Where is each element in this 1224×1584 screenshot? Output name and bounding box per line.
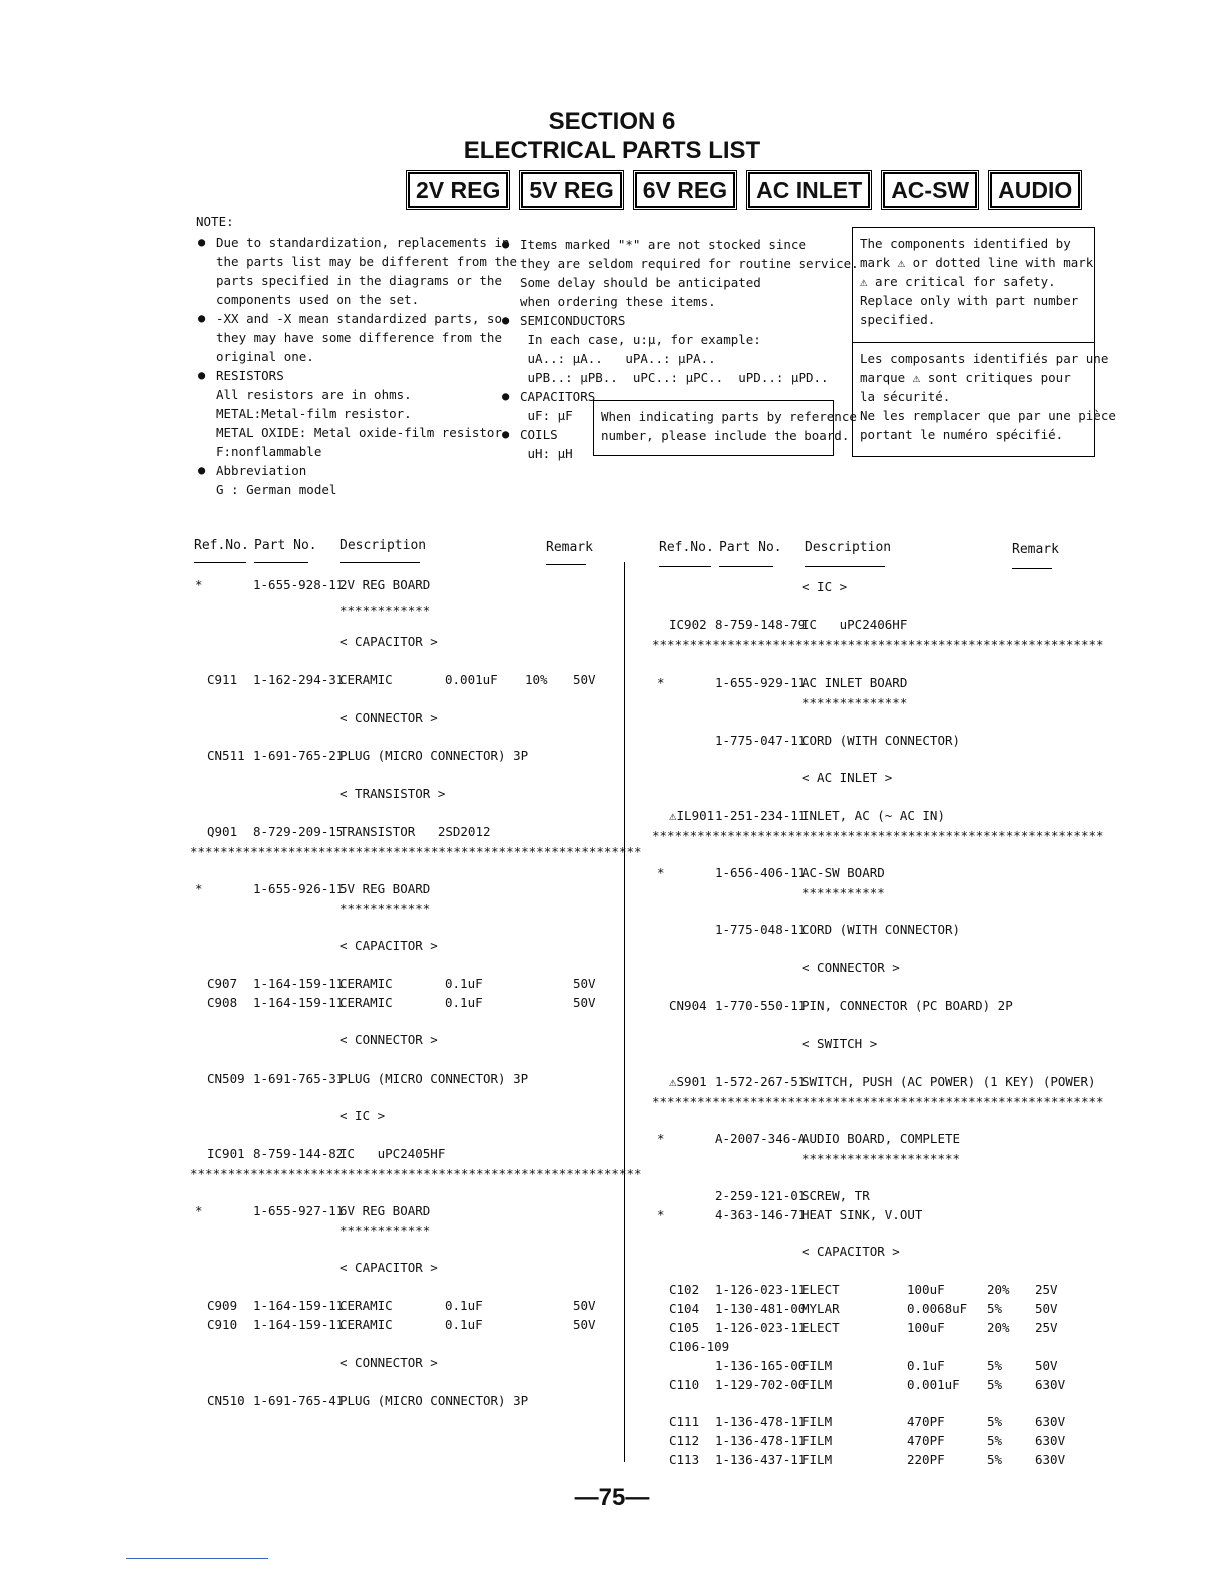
col-remark-header: Remark bbox=[546, 540, 593, 555]
asterisk-line: *********** bbox=[802, 885, 885, 900]
category-label: < CAPACITOR > bbox=[340, 938, 438, 953]
note-line: uF: μF bbox=[520, 408, 573, 423]
part-number: 8-729-209-15 bbox=[253, 824, 344, 839]
table-row bbox=[0, 1187, 1224, 1205]
note-line: ● CAPACITORS bbox=[520, 387, 595, 406]
tab-2v-reg: 2V REG bbox=[408, 172, 508, 208]
description: AC-SW BOARD bbox=[802, 865, 885, 880]
col-desc-header: Description bbox=[340, 538, 427, 553]
value: 0.001uF bbox=[907, 1377, 960, 1392]
description: CORD (WITH CONNECTOR) bbox=[802, 733, 961, 748]
table-row bbox=[0, 1376, 1224, 1394]
table-row bbox=[0, 1413, 1224, 1431]
description: FILM bbox=[802, 1414, 833, 1429]
board-tabs bbox=[408, 172, 1080, 208]
group-heading bbox=[0, 937, 1224, 955]
note-line: G : German model bbox=[216, 482, 337, 497]
note-line: ● Due to standardization, replacements in bbox=[216, 233, 510, 252]
safety-note-en bbox=[852, 227, 1095, 343]
part-number: 1-655-929-11 bbox=[715, 675, 806, 690]
description: 5V REG BOARD bbox=[340, 881, 431, 896]
category-label: < AC INLET > bbox=[802, 770, 893, 785]
note-line: uH: μH bbox=[520, 446, 573, 461]
ref-number: * bbox=[657, 865, 665, 880]
header-underline bbox=[254, 562, 308, 563]
safety-line: The components identified by bbox=[860, 236, 1071, 251]
board-underline bbox=[0, 1222, 1224, 1240]
tab-ac-inlet: AC INLET bbox=[748, 172, 870, 208]
safety-line: Les composants identifiés par une bbox=[860, 351, 1109, 366]
col-desc-header-right: Description bbox=[805, 540, 892, 555]
ref-number: C112 bbox=[669, 1433, 700, 1448]
asterisk-separator: ************************************************************ bbox=[652, 828, 1104, 843]
note-line: F:nonflammable bbox=[216, 444, 322, 459]
value: 0.1uF bbox=[445, 1317, 483, 1332]
value: 0.0068uF bbox=[907, 1301, 968, 1316]
asterisk-line: ************ bbox=[340, 1223, 431, 1238]
header-underline bbox=[340, 562, 420, 563]
description: PLUG (MICRO CONNECTOR) 3P bbox=[340, 1393, 529, 1408]
tab-audio: AUDIO bbox=[990, 172, 1080, 208]
description: CERAMIC bbox=[340, 995, 393, 1010]
ref-number: C111 bbox=[669, 1414, 700, 1429]
ref-number: C102 bbox=[669, 1282, 700, 1297]
asterisk-line: ************** bbox=[802, 695, 908, 710]
col-ref-header: Ref.No. bbox=[194, 538, 249, 553]
section-separator bbox=[0, 827, 1224, 845]
description: FILM bbox=[802, 1377, 833, 1392]
group-heading bbox=[0, 1035, 1224, 1053]
safety-line: specified. bbox=[860, 312, 936, 327]
safety-line: mark ⚠ or dotted line with mark bbox=[860, 255, 1094, 270]
category-label: < CAPACITOR > bbox=[340, 634, 438, 649]
description: CERAMIC bbox=[340, 1298, 393, 1313]
safety-line: ⚠ are critical for safety. bbox=[860, 274, 1056, 289]
tolerance: 5% bbox=[987, 1358, 1003, 1373]
part-number: 1-164-159-11 bbox=[253, 1298, 344, 1313]
category-label: < CONNECTOR > bbox=[340, 1032, 438, 1047]
ref-number: * bbox=[657, 1207, 665, 1222]
note-line: original one. bbox=[216, 349, 314, 364]
category-label: < IC > bbox=[340, 1108, 386, 1123]
asterisk-line: ********************* bbox=[802, 1151, 961, 1166]
note-line: ● -XX and -X mean standardized parts, so bbox=[216, 309, 502, 328]
category-label: < CONNECTOR > bbox=[802, 960, 900, 975]
board-underline bbox=[0, 1150, 1224, 1168]
part-number: 1-770-550-11 bbox=[715, 998, 806, 1013]
tolerance: 10% bbox=[525, 672, 548, 687]
description: IC uPC2406HF bbox=[802, 617, 908, 632]
note-line: In each case, u:μ, for example: bbox=[520, 332, 761, 347]
table-row bbox=[0, 864, 1224, 882]
note-label: NOTE: bbox=[196, 214, 234, 229]
table-row bbox=[0, 1319, 1224, 1337]
group-heading bbox=[0, 578, 1224, 596]
description: CORD (WITH CONNECTOR) bbox=[802, 922, 961, 937]
value: 0.1uF bbox=[445, 976, 483, 991]
table-row bbox=[0, 975, 1224, 993]
voltage: 630V bbox=[1035, 1377, 1066, 1392]
group-heading bbox=[0, 959, 1224, 977]
voltage: 25V bbox=[1035, 1282, 1058, 1297]
ref-number: * bbox=[657, 1131, 665, 1146]
description: AUDIO BOARD, COMPLETE bbox=[802, 1131, 961, 1146]
asterisk-line: ************ bbox=[340, 901, 431, 916]
group-heading bbox=[0, 769, 1224, 787]
part-number: 1-775-048-11 bbox=[715, 922, 806, 937]
ref-number: CN511 bbox=[207, 748, 245, 763]
col-part-header-right: Part No. bbox=[719, 540, 782, 555]
part-number: 1-691-765-41 bbox=[253, 1393, 344, 1408]
ref-number: CN509 bbox=[207, 1071, 245, 1086]
tolerance: 5% bbox=[987, 1377, 1003, 1392]
value: 0.1uF bbox=[445, 995, 483, 1010]
safety-line: Ne les remplacer que par une pièce bbox=[860, 408, 1116, 423]
header-underline bbox=[194, 562, 246, 563]
category-label: < CONNECTOR > bbox=[340, 1355, 438, 1370]
value: 0.1uF bbox=[907, 1358, 945, 1373]
table-row bbox=[0, 1432, 1224, 1450]
table-row bbox=[0, 1281, 1224, 1299]
voltage: 25V bbox=[1035, 1320, 1058, 1335]
ref-number: CN904 bbox=[669, 998, 707, 1013]
value: 100uF bbox=[907, 1282, 945, 1297]
asterisk-separator: ************************************************************ bbox=[652, 637, 1104, 652]
category-label: < IC > bbox=[802, 579, 848, 594]
header-underline bbox=[659, 566, 711, 567]
description: TRANSISTOR 2SD2012 bbox=[340, 824, 491, 839]
voltage: 50V bbox=[1035, 1301, 1058, 1316]
reference-note-line: number, please include the board. bbox=[601, 428, 850, 443]
ref-number: C908 bbox=[207, 995, 238, 1010]
page-number: —75— bbox=[574, 1484, 650, 1511]
category-label: < CONNECTOR > bbox=[340, 710, 438, 725]
table-row bbox=[0, 997, 1224, 1015]
part-number: 1-126-023-11 bbox=[715, 1320, 806, 1335]
description: INLET, AC (~ AC IN) bbox=[802, 808, 945, 823]
category-label: < CAPACITOR > bbox=[802, 1244, 900, 1259]
group-heading bbox=[0, 785, 1224, 803]
part-number: 1-164-159-11 bbox=[253, 995, 344, 1010]
description: ELECT bbox=[802, 1320, 840, 1335]
scan-artifact-line bbox=[126, 1558, 268, 1559]
value: 100uF bbox=[907, 1320, 945, 1335]
part-number: 1-136-478-11 bbox=[715, 1414, 806, 1429]
ref-number: C910 bbox=[207, 1317, 238, 1332]
table-row bbox=[0, 1357, 1224, 1375]
tolerance: 20% bbox=[987, 1282, 1010, 1297]
value: 220PF bbox=[907, 1452, 945, 1467]
header-underline bbox=[719, 566, 773, 567]
ref-number: * bbox=[195, 577, 203, 592]
section-separator bbox=[0, 843, 1224, 861]
part-number: 1-775-047-11 bbox=[715, 733, 806, 748]
table-row bbox=[0, 1206, 1224, 1224]
note-line: uPB..: μPB.. uPC..: μPC.. uPD..: μPD.. bbox=[520, 370, 829, 385]
table-row bbox=[0, 1451, 1224, 1469]
header-underline bbox=[1012, 568, 1052, 569]
table-row bbox=[0, 807, 1224, 825]
ref-number: C911 bbox=[207, 672, 238, 687]
part-number: 1-691-765-31 bbox=[253, 1071, 344, 1086]
note-line: ● SEMICONDUCTORS bbox=[520, 311, 625, 330]
description: PLUG (MICRO CONNECTOR) 3P bbox=[340, 1071, 529, 1086]
description: HEAT SINK, V.OUT bbox=[802, 1207, 923, 1222]
part-number: 1-655-927-11 bbox=[253, 1203, 344, 1218]
tolerance: 5% bbox=[987, 1414, 1003, 1429]
part-number: 8-759-144-82 bbox=[253, 1146, 344, 1161]
part-number: 1-136-478-11 bbox=[715, 1433, 806, 1448]
group-heading bbox=[0, 1259, 1224, 1277]
part-number: 8-759-148-79 bbox=[715, 617, 806, 632]
tab-ac-sw: AC-SW bbox=[883, 172, 977, 208]
value: 470PF bbox=[907, 1433, 945, 1448]
table-row bbox=[0, 616, 1224, 634]
category-label: < TRANSISTOR > bbox=[340, 786, 446, 801]
asterisk-line: ************ bbox=[340, 603, 431, 618]
note-line: they are seldom required for routine service. bbox=[520, 256, 859, 271]
description: CERAMIC bbox=[340, 1317, 393, 1332]
part-number: 1-136-165-00 bbox=[715, 1358, 806, 1373]
safety-line: la sécurité. bbox=[860, 389, 951, 404]
voltage: 50V bbox=[573, 1317, 596, 1332]
value: 0.001uF bbox=[445, 672, 498, 687]
part-number: 1-656-406-11 bbox=[715, 865, 806, 880]
ref-number: C113 bbox=[669, 1452, 700, 1467]
header-underline bbox=[546, 564, 586, 565]
part-number: 1-129-702-00 bbox=[715, 1377, 806, 1392]
voltage: 50V bbox=[573, 1298, 596, 1313]
description: MYLAR bbox=[802, 1301, 840, 1316]
note-line: uA..: μA.. uPA..: μPA.. bbox=[520, 351, 716, 366]
description: FILM bbox=[802, 1358, 833, 1373]
section-separator bbox=[0, 1093, 1224, 1111]
category-label: < SWITCH > bbox=[802, 1036, 878, 1051]
note-line: ● RESISTORS bbox=[216, 366, 284, 385]
page-title: ELECTRICAL PARTS LIST bbox=[463, 137, 761, 164]
table-row bbox=[0, 1392, 1224, 1410]
part-number: 1-164-159-11 bbox=[253, 1317, 344, 1332]
note-line: components used on the set. bbox=[216, 292, 420, 307]
ref-number: C909 bbox=[207, 1298, 238, 1313]
safety-line: portant le numéro spécifié. bbox=[860, 427, 1064, 442]
ref-number: C104 bbox=[669, 1301, 700, 1316]
asterisk-separator: ************************************************************ bbox=[190, 1166, 642, 1181]
description: SWITCH, PUSH (AC POWER) (1 KEY) (POWER) bbox=[802, 1074, 1096, 1089]
ref-number: ⚠IL901 bbox=[669, 808, 715, 823]
part-number: A-2007-346-A bbox=[715, 1131, 806, 1146]
part-number: 1-655-926-11 bbox=[253, 881, 344, 896]
table-row bbox=[0, 1073, 1224, 1091]
col-ref-header-right: Ref.No. bbox=[659, 540, 714, 555]
note-line: ● COILS bbox=[520, 425, 558, 444]
description: AC INLET BOARD bbox=[802, 675, 908, 690]
value: 470PF bbox=[907, 1414, 945, 1429]
section-separator bbox=[0, 636, 1224, 654]
note-line: All resistors are in ohms. bbox=[216, 387, 412, 402]
part-number: 1-126-023-11 bbox=[715, 1282, 806, 1297]
tab-6v-reg: 6V REG bbox=[635, 172, 735, 208]
group-heading bbox=[0, 1243, 1224, 1261]
part-number: 1-572-267-51 bbox=[715, 1074, 806, 1089]
description: CERAMIC bbox=[340, 672, 393, 687]
note-line: the parts list may be different from the bbox=[216, 254, 518, 269]
note-line: ● Items marked "*" are not stocked since bbox=[520, 235, 806, 254]
ref-number: * bbox=[657, 675, 665, 690]
header-underline bbox=[805, 566, 885, 567]
section-heading: SECTION 6 bbox=[548, 108, 676, 135]
description: 6V REG BOARD bbox=[340, 1203, 431, 1218]
voltage: 630V bbox=[1035, 1414, 1066, 1429]
ref-number: C105 bbox=[669, 1320, 700, 1335]
voltage: 50V bbox=[573, 672, 596, 687]
part-number: 1-130-481-00 bbox=[715, 1301, 806, 1316]
part-number: 1-655-928-11 bbox=[253, 577, 344, 592]
col-part-header: Part No. bbox=[254, 538, 317, 553]
board-underline bbox=[0, 884, 1224, 902]
table-row bbox=[0, 732, 1224, 750]
note-line: when ordering these items. bbox=[520, 294, 716, 309]
description: FILM bbox=[802, 1433, 833, 1448]
table-row bbox=[0, 921, 1224, 939]
part-number: 1-164-159-11 bbox=[253, 976, 344, 991]
description: ELECT bbox=[802, 1282, 840, 1297]
reference-note-box bbox=[593, 400, 857, 456]
ref-number: C106-109 bbox=[669, 1339, 730, 1354]
note-line: METAL:Metal-film resistor. bbox=[216, 406, 412, 421]
ref-number: * bbox=[195, 1203, 203, 1218]
note-line: Some delay should be anticipated bbox=[520, 275, 761, 290]
board-underline bbox=[0, 900, 1224, 918]
asterisk-separator: ************************************************************ bbox=[190, 844, 642, 859]
description: PLUG (MICRO CONNECTOR) 3P bbox=[340, 748, 529, 763]
asterisk-separator: ************************************************************ bbox=[652, 1094, 1104, 1109]
part-number: 2-259-121-01 bbox=[715, 1188, 806, 1203]
voltage: 50V bbox=[573, 995, 596, 1010]
description: IC uPC2405HF bbox=[340, 1146, 446, 1161]
tab-5v-reg: 5V REG bbox=[521, 172, 621, 208]
ref-number: Q901 bbox=[207, 824, 238, 839]
voltage: 50V bbox=[573, 976, 596, 991]
table-row bbox=[0, 1300, 1224, 1318]
ref-number: IC901 bbox=[207, 1146, 245, 1161]
safety-line: Replace only with part number bbox=[860, 293, 1079, 308]
tolerance: 5% bbox=[987, 1433, 1003, 1448]
safety-line: marque ⚠ sont critiques pour bbox=[860, 370, 1071, 385]
ref-number: * bbox=[195, 881, 203, 896]
note-line: ● Abbreviation bbox=[216, 461, 306, 480]
note-line: METAL OXIDE: Metal oxide-film resistor. bbox=[216, 425, 510, 440]
ref-number: C110 bbox=[669, 1377, 700, 1392]
tolerance: 5% bbox=[987, 1301, 1003, 1316]
part-number: 1-136-437-11 bbox=[715, 1452, 806, 1467]
table-row bbox=[0, 1130, 1224, 1148]
safety-note-fr bbox=[852, 342, 1116, 457]
table-row bbox=[0, 1338, 1224, 1356]
description: 2V REG BOARD bbox=[340, 577, 431, 592]
description: FILM bbox=[802, 1452, 833, 1467]
tolerance: 20% bbox=[987, 1320, 1010, 1335]
description: SCREW, TR bbox=[802, 1188, 870, 1203]
note-line: they may have some difference from the bbox=[216, 330, 502, 345]
description: PIN, CONNECTOR (PC BOARD) 2P bbox=[802, 998, 1013, 1013]
part-number: 1-162-294-31 bbox=[253, 672, 344, 687]
part-number: 1-251-234-11 bbox=[715, 808, 806, 823]
ref-number: C907 bbox=[207, 976, 238, 991]
col-remark-header-right: Remark bbox=[1012, 542, 1059, 557]
voltage: 630V bbox=[1035, 1452, 1066, 1467]
description: CERAMIC bbox=[340, 976, 393, 991]
reference-note-line: When indicating parts by reference bbox=[601, 409, 857, 424]
part-number: 1-691-765-21 bbox=[253, 748, 344, 763]
ref-number: CN510 bbox=[207, 1393, 245, 1408]
category-label: < CAPACITOR > bbox=[340, 1260, 438, 1275]
board-underline bbox=[0, 694, 1224, 712]
part-number: 4-363-146-71 bbox=[715, 1207, 806, 1222]
note-line: parts specified in the diagrams or the bbox=[216, 273, 502, 288]
tolerance: 5% bbox=[987, 1452, 1003, 1467]
voltage: 50V bbox=[1035, 1358, 1058, 1373]
value: 0.1uF bbox=[445, 1298, 483, 1313]
voltage: 630V bbox=[1035, 1433, 1066, 1448]
table-row bbox=[0, 674, 1224, 692]
ref-number: ⚠S901 bbox=[669, 1074, 707, 1089]
ref-number: IC902 bbox=[669, 617, 707, 632]
